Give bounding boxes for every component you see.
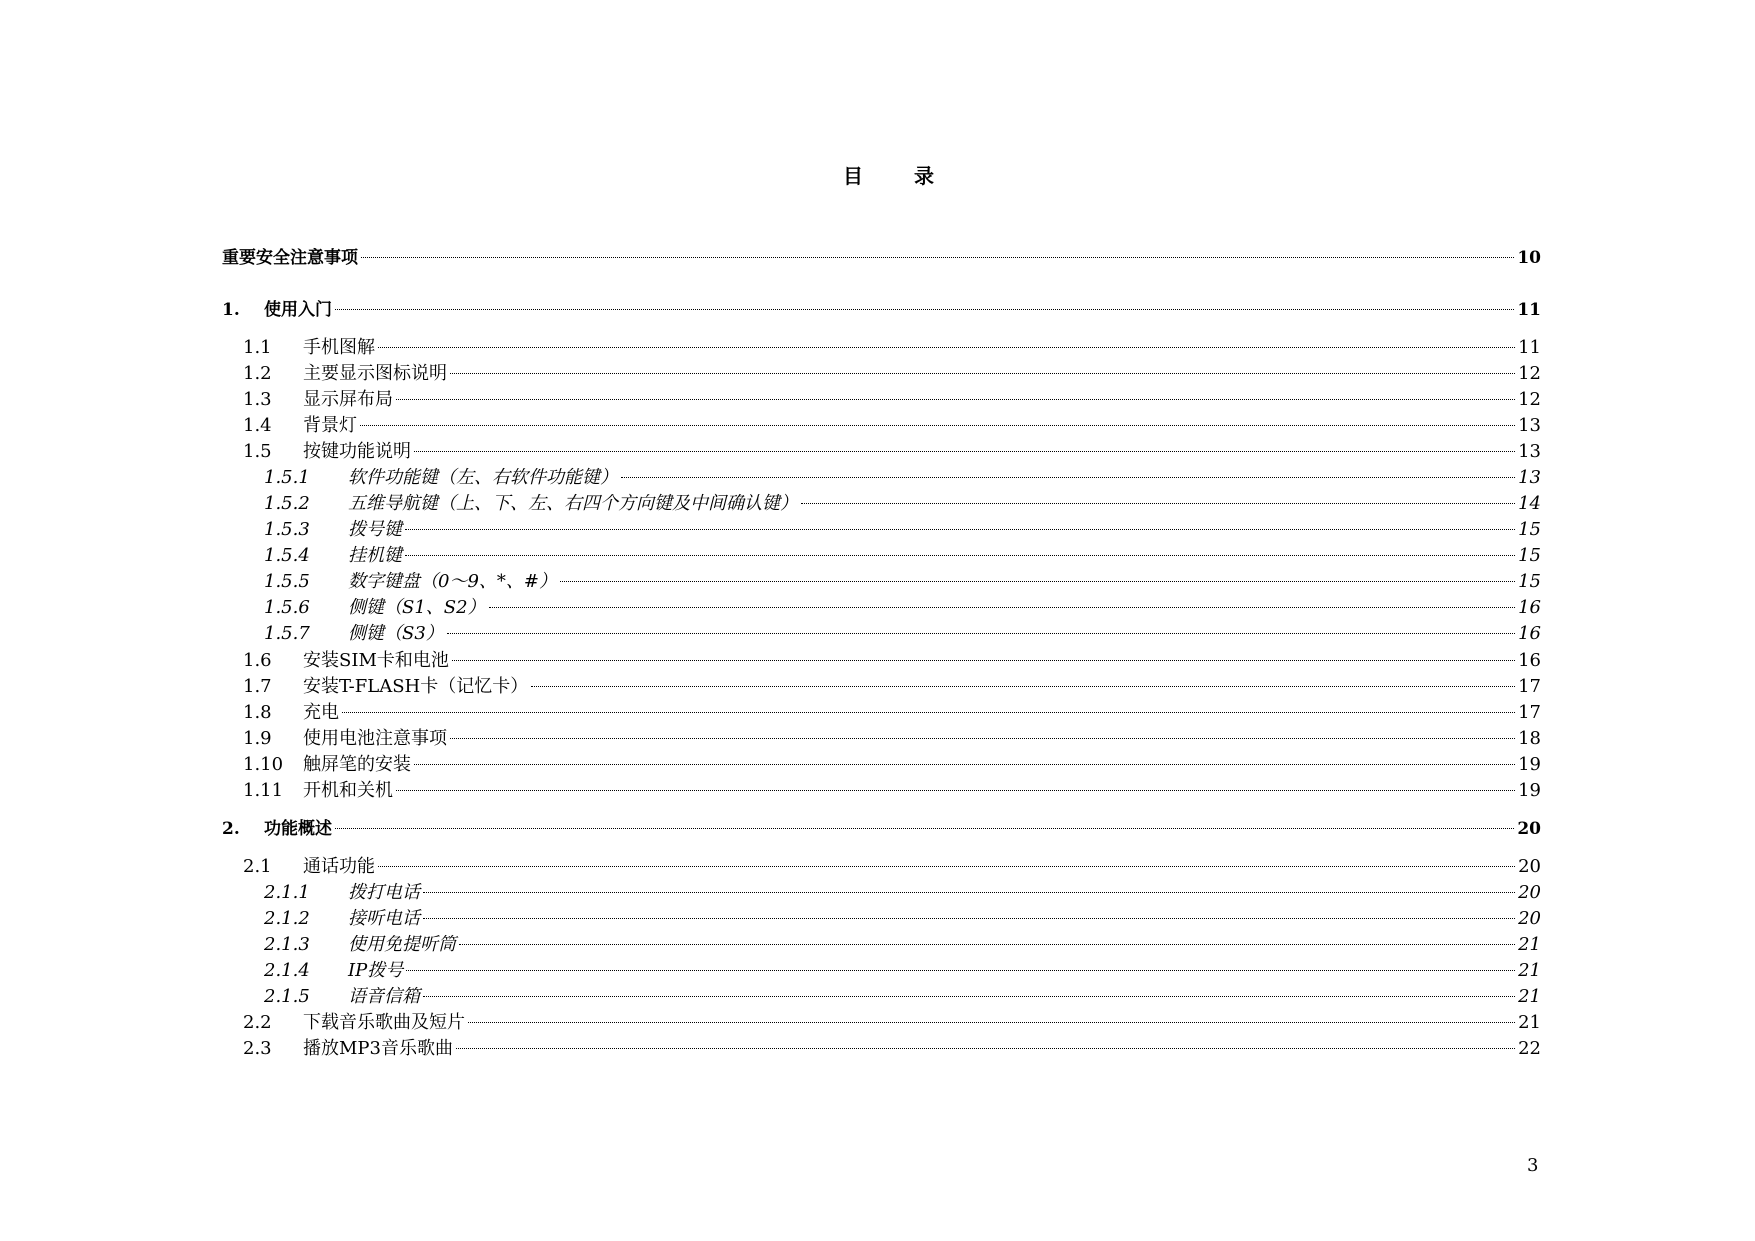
toc-entry-label: 开机和关机 xyxy=(303,780,393,801)
toc-entry[interactable] xyxy=(222,414,1541,438)
toc-entry-page: 13 xyxy=(1518,415,1541,436)
toc-entry[interactable] xyxy=(222,727,1541,751)
toc-entry[interactable] xyxy=(222,817,1541,841)
toc-entry-number: 1.9 xyxy=(243,728,272,749)
toc-entry-page: 21 xyxy=(1518,986,1541,1007)
toc-entry-number: 1.5.1 xyxy=(264,467,310,488)
toc-entry[interactable] xyxy=(222,753,1541,777)
toc-entry-number: 1.5 xyxy=(243,441,272,462)
toc-entry-page: 11 xyxy=(1517,300,1541,320)
toc-entry-label: 下载音乐歌曲及短片 xyxy=(303,1012,465,1033)
toc-entry-page: 16 xyxy=(1518,597,1541,618)
toc-entry-number: 1.1 xyxy=(243,337,272,358)
toc-entry-label: 显示屏布局 xyxy=(303,389,393,410)
toc-entry[interactable] xyxy=(222,933,1541,957)
toc-entry-page: 15 xyxy=(1518,545,1541,566)
toc-dot-leader xyxy=(459,944,1515,945)
toc-entry-label: 接听电话 xyxy=(348,908,420,929)
toc-entry-page: 10 xyxy=(1517,248,1541,268)
toc-entry-page: 15 xyxy=(1518,519,1541,540)
toc-entry[interactable] xyxy=(222,570,1541,594)
toc-entry-label: 触屏笔的安装 xyxy=(303,754,411,775)
toc-dot-leader xyxy=(405,555,1515,556)
toc-entry-number: 1.2 xyxy=(243,363,272,384)
toc-entry-page: 13 xyxy=(1518,441,1541,462)
toc-dot-leader xyxy=(360,425,1515,426)
toc-entry-page: 21 xyxy=(1518,934,1541,955)
toc-entry-page: 22 xyxy=(1518,1038,1541,1059)
toc-dot-leader xyxy=(378,347,1515,348)
toc-entry-number: 1.11 xyxy=(243,780,284,801)
toc-entry-label: 拨打电话 xyxy=(348,882,420,903)
toc-entry-page: 15 xyxy=(1518,571,1541,592)
toc-dot-leader xyxy=(531,686,1515,687)
toc-entry[interactable] xyxy=(222,649,1541,673)
toc-entry-number: 2. xyxy=(222,819,240,839)
toc-entry-page: 13 xyxy=(1518,467,1541,488)
toc-entry-label: 按键功能说明 xyxy=(303,441,411,462)
toc-entry-page: 12 xyxy=(1518,389,1541,410)
toc-entry[interactable] xyxy=(222,855,1541,879)
toc-entry-number: 1.5.5 xyxy=(264,571,310,592)
toc-entry[interactable] xyxy=(222,388,1541,412)
toc-entry-label: 使用入门 xyxy=(264,300,332,320)
toc-entry-number: 2.1.2 xyxy=(264,908,310,929)
toc-entry[interactable] xyxy=(222,466,1541,490)
toc-dot-leader xyxy=(450,373,1515,374)
toc-dot-leader xyxy=(396,399,1515,400)
toc-entry-label: 语音信箱 xyxy=(348,986,420,1007)
toc-entry-number: 1.5.7 xyxy=(264,623,310,644)
toc-entry-number: 1.3 xyxy=(243,389,272,410)
toc-entry[interactable] xyxy=(222,779,1541,803)
toc-entry-label: 使用电池注意事项 xyxy=(303,728,447,749)
toc-dot-leader xyxy=(450,738,1515,739)
toc-entry-number: 1.5.3 xyxy=(264,519,310,540)
toc-entry[interactable] xyxy=(222,1037,1541,1061)
toc-entry-label: 手机图解 xyxy=(303,337,375,358)
toc-dot-leader xyxy=(423,892,1515,893)
toc-entry-page: 14 xyxy=(1518,493,1541,514)
toc-entry-label: 重要安全注意事项 xyxy=(222,248,358,268)
toc-entry-label: 数字键盘（0～9、*、#） xyxy=(348,571,557,592)
toc-entry[interactable] xyxy=(222,985,1541,1009)
toc-dot-leader xyxy=(452,660,1515,661)
toc-entry-label: 侧键（S3） xyxy=(348,623,444,644)
toc-entry[interactable] xyxy=(222,492,1541,516)
toc-dot-leader xyxy=(468,1022,1515,1023)
toc-dot-leader xyxy=(621,477,1515,478)
toc-dot-leader xyxy=(414,451,1515,452)
toc-entry-page: 11 xyxy=(1518,337,1541,358)
toc-entry[interactable] xyxy=(222,675,1541,699)
toc-entry-number: 2.1.1 xyxy=(264,882,310,903)
toc-entry-label: 五维导航键（上、下、左、右四个方向键及中间确认键） xyxy=(348,493,798,514)
toc-entry[interactable] xyxy=(222,596,1541,620)
toc-entry-number: 2.1.3 xyxy=(264,934,310,955)
toc-entry-number: 1.4 xyxy=(243,415,272,436)
page-number: 3 xyxy=(1527,1155,1539,1176)
toc-entry-label: 安装SIM卡和电池 xyxy=(303,650,449,671)
toc-entry-number: 1. xyxy=(222,300,240,320)
toc-entry-label: 播放MP3音乐歌曲 xyxy=(303,1038,453,1059)
toc-entry-label: 功能概述 xyxy=(264,819,332,839)
toc-entry[interactable] xyxy=(222,1011,1541,1035)
toc-entry-page: 16 xyxy=(1518,650,1541,671)
toc-entry-page: 19 xyxy=(1518,780,1541,801)
toc-entry[interactable] xyxy=(222,544,1541,568)
toc-entry[interactable] xyxy=(222,881,1541,905)
toc-entry-label: 软件功能键（左、右软件功能键） xyxy=(348,467,618,488)
toc-entry-label: 背景灯 xyxy=(303,415,357,436)
toc-entry-page: 16 xyxy=(1518,623,1541,644)
toc-entry-page: 12 xyxy=(1518,363,1541,384)
toc-dot-leader xyxy=(456,1048,1515,1049)
toc-entry-label: 侧键（S1、S2） xyxy=(348,597,486,618)
toc-entry[interactable] xyxy=(222,701,1541,725)
toc-entry-number: 1.5.6 xyxy=(264,597,310,618)
toc-dot-leader xyxy=(335,828,1514,829)
toc-entry-label: 充电 xyxy=(303,702,339,723)
toc-entry[interactable] xyxy=(222,362,1541,386)
toc-entry[interactable] xyxy=(222,246,1541,270)
toc-entry-number: 2.3 xyxy=(243,1038,272,1059)
toc-dot-leader xyxy=(447,633,1515,634)
toc-dot-leader xyxy=(423,918,1515,919)
toc-dot-leader xyxy=(406,970,1515,971)
toc-dot-leader xyxy=(342,712,1515,713)
toc-dot-leader xyxy=(560,581,1515,582)
toc-entry[interactable] xyxy=(222,959,1541,983)
toc-entry-number: 1.10 xyxy=(243,754,284,775)
toc-dot-leader xyxy=(396,790,1515,791)
toc-dot-leader xyxy=(801,503,1515,504)
toc-entry[interactable] xyxy=(222,518,1541,542)
toc-entry[interactable] xyxy=(222,907,1541,931)
toc-entry-label: 主要显示图标说明 xyxy=(303,363,447,384)
toc-dot-leader xyxy=(423,996,1515,997)
toc-entry-number: 2.1.5 xyxy=(264,986,310,1007)
toc-entry[interactable] xyxy=(222,336,1541,360)
toc-entry-page: 17 xyxy=(1518,702,1541,723)
toc-dot-leader xyxy=(489,607,1516,608)
toc-dot-leader xyxy=(335,309,1514,310)
toc-entry-label: IP拨号 xyxy=(348,960,404,981)
toc-entry-page: 20 xyxy=(1518,908,1541,929)
toc-entry-label: 通话功能 xyxy=(303,856,375,877)
toc-entry-number: 1.8 xyxy=(243,702,272,723)
toc-entry-number: 1.7 xyxy=(243,676,272,697)
toc-entry-page: 21 xyxy=(1518,1012,1541,1033)
toc-entry-number: 1.5.4 xyxy=(264,545,310,566)
toc-entry-page: 20 xyxy=(1518,856,1541,877)
toc-entry-page: 17 xyxy=(1518,676,1541,697)
toc-title: 目 录 xyxy=(843,164,956,188)
toc-entry[interactable] xyxy=(222,298,1541,322)
toc-entry[interactable] xyxy=(222,440,1541,464)
toc-entry-label: 安装T-FLASH卡（记忆卡） xyxy=(303,676,529,697)
toc-entry[interactable] xyxy=(222,622,1541,646)
toc-entry-page: 21 xyxy=(1518,960,1541,981)
toc-dot-leader xyxy=(378,866,1515,867)
toc-entry-number: 2.2 xyxy=(243,1012,272,1033)
toc-entry-number: 1.5.2 xyxy=(264,493,310,514)
toc-dot-leader xyxy=(414,764,1515,765)
toc-dot-leader xyxy=(405,529,1515,530)
toc-entry-number: 1.6 xyxy=(243,650,272,671)
toc-entry-number: 2.1 xyxy=(243,856,272,877)
toc-entry-page: 18 xyxy=(1518,728,1541,749)
toc-entry-label: 拨号键 xyxy=(348,519,402,540)
toc-dot-leader xyxy=(361,257,1514,258)
toc-entry-label: 挂机键 xyxy=(348,545,402,566)
toc-entry-number: 2.1.4 xyxy=(264,960,310,981)
toc-entry-page: 20 xyxy=(1517,819,1541,839)
toc-entry-page: 20 xyxy=(1518,882,1541,903)
toc-entry-page: 19 xyxy=(1518,754,1541,775)
toc-entry-label: 使用免提听筒 xyxy=(348,934,456,955)
